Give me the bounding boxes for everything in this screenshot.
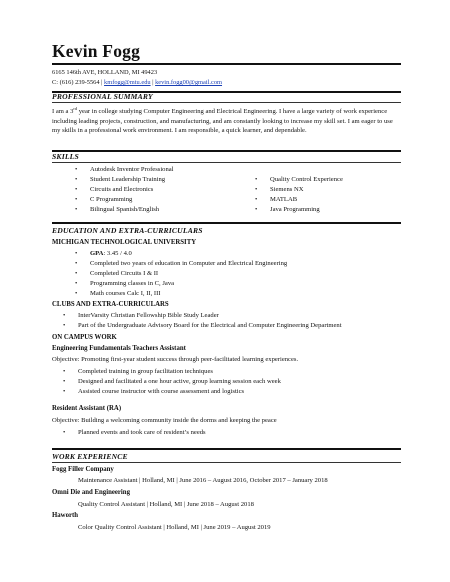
list-item: • Quality Control Experience bbox=[255, 175, 343, 185]
gpa-item bbox=[75, 249, 287, 259]
clubs-heading: CLUBS AND EXTRA-CURRICULARS bbox=[52, 301, 169, 308]
skills-top-rule bbox=[52, 150, 401, 152]
email-link-secondary[interactable]: kevin.fogg00@gmail.com bbox=[155, 79, 223, 86]
list-item: • Circuits and Electronics bbox=[75, 185, 174, 195]
list-item: • C Programming bbox=[75, 195, 174, 205]
summary-sup: rd bbox=[73, 106, 78, 111]
summary-text bbox=[52, 104, 402, 135]
list-item: • Completed Circuits I & II bbox=[75, 269, 287, 279]
job-company: Omni Die and Engineering bbox=[52, 489, 130, 496]
skills-list-left bbox=[75, 165, 174, 215]
gpa-label: GPA bbox=[90, 250, 104, 257]
list-item: • Programming classes in C, Java bbox=[75, 279, 287, 289]
list-item: • Designed and facilitated a one hour active, group learning session each week bbox=[63, 377, 281, 387]
summary-text-b: year in college studying Computer Engineering and Electrical Engineering. I have a large variety of work experience including leading projects, construction, and manufacturing, and am constantly looking to increase my skill set. I am eager to use my skills in a professional work environment. I am responsible, a quick learner, and dependable. bbox=[52, 108, 393, 134]
education-top-rule bbox=[52, 222, 401, 224]
list-item: • Bilingual Spanish/English bbox=[75, 205, 174, 215]
ra-title: Resident Assistant (RA) bbox=[52, 405, 122, 412]
ta-objective: Objective: Promoting first-year student success through peer-facilitated learning experiences. bbox=[52, 356, 299, 363]
list-item: • Completed two years of education in Computer and Electrical Engineering bbox=[75, 259, 287, 269]
university-name: MICHIGAN TECHNOLOGICAL UNIVERSITY bbox=[52, 239, 197, 246]
skills-list-right bbox=[255, 175, 343, 215]
list-item: • MATLAB bbox=[255, 195, 343, 205]
summary-text-a: I am a 3 bbox=[52, 108, 74, 116]
skills-heading: SKILLS bbox=[52, 152, 79, 161]
work-heading: WORK EXPERIENCE bbox=[52, 452, 128, 461]
education-list bbox=[75, 249, 287, 299]
list-item: • Completed training in group facilitation techniques bbox=[63, 367, 281, 377]
clubs-list bbox=[63, 311, 342, 331]
summary-heading: PROFESSIONAL SUMMARY bbox=[52, 92, 153, 101]
list-item: • InterVarsity Christian Fellowship Bible Study Leader bbox=[63, 311, 342, 321]
list-item: • Java Programming bbox=[255, 205, 343, 215]
ta-list bbox=[63, 367, 281, 397]
work-top-rule bbox=[52, 448, 401, 450]
list-item: • Part of the Undergraduate Advisory Board for the Electrical and Computer Engineering Department bbox=[63, 321, 342, 331]
ra-objective: Objective: Building a welcoming community inside the dorms and keeping the peace bbox=[52, 417, 277, 424]
list-item: • Student Leadership Training bbox=[75, 175, 174, 185]
list-item: • Math courses Calc I, II, III bbox=[75, 289, 287, 299]
job-role: Maintenance Assistant | Holland, MI | June 2016 – August 2016, October 2017 – January 2018 bbox=[78, 477, 328, 484]
summary-bottom-rule bbox=[52, 102, 401, 103]
phone-text: C: (616) 239-5564 | bbox=[52, 79, 105, 86]
list-item: • Planned events and took care of resident’s needs bbox=[63, 428, 206, 438]
ra-list bbox=[63, 428, 206, 438]
education-heading: EDUCATION AND EXTRA-CURRICULARS bbox=[52, 226, 203, 235]
address bbox=[52, 69, 157, 77]
email-link-primary[interactable]: kmfogg@mtu.edu bbox=[104, 79, 151, 86]
address-text: 6165 146th AVE, HOLLAND, MI 49423 bbox=[52, 69, 158, 76]
list-item: • Autodesk Inventor Professional bbox=[75, 165, 174, 175]
job-role: Color Quality Control Assistant | Holland, MI | June 2019 – August 2019 bbox=[78, 524, 271, 531]
skills-bottom-rule bbox=[52, 162, 401, 163]
job-role: Quality Control Assistant | Holland, MI | June 2018 – August 2018 bbox=[78, 501, 254, 508]
contact-line bbox=[52, 79, 222, 87]
ta-title: Engineering Fundamentals Teachers Assistant bbox=[52, 345, 186, 352]
contact-separator: | bbox=[150, 79, 156, 86]
job-company: Haworth bbox=[52, 512, 79, 519]
candidate-name: Kevin Fogg bbox=[52, 41, 141, 61]
campus-work-heading: ON CAMPUS WORK bbox=[52, 334, 117, 341]
gpa-value: : 3.45 / 4.0 bbox=[103, 250, 132, 257]
work-bottom-rule bbox=[52, 462, 401, 463]
job-company: Fogg Filler Company bbox=[52, 466, 114, 473]
list-item: • Assisted course instructor with course assessment and logistics bbox=[63, 387, 281, 397]
list-item: • Siemens NX bbox=[255, 185, 343, 195]
header-divider bbox=[52, 63, 401, 65]
